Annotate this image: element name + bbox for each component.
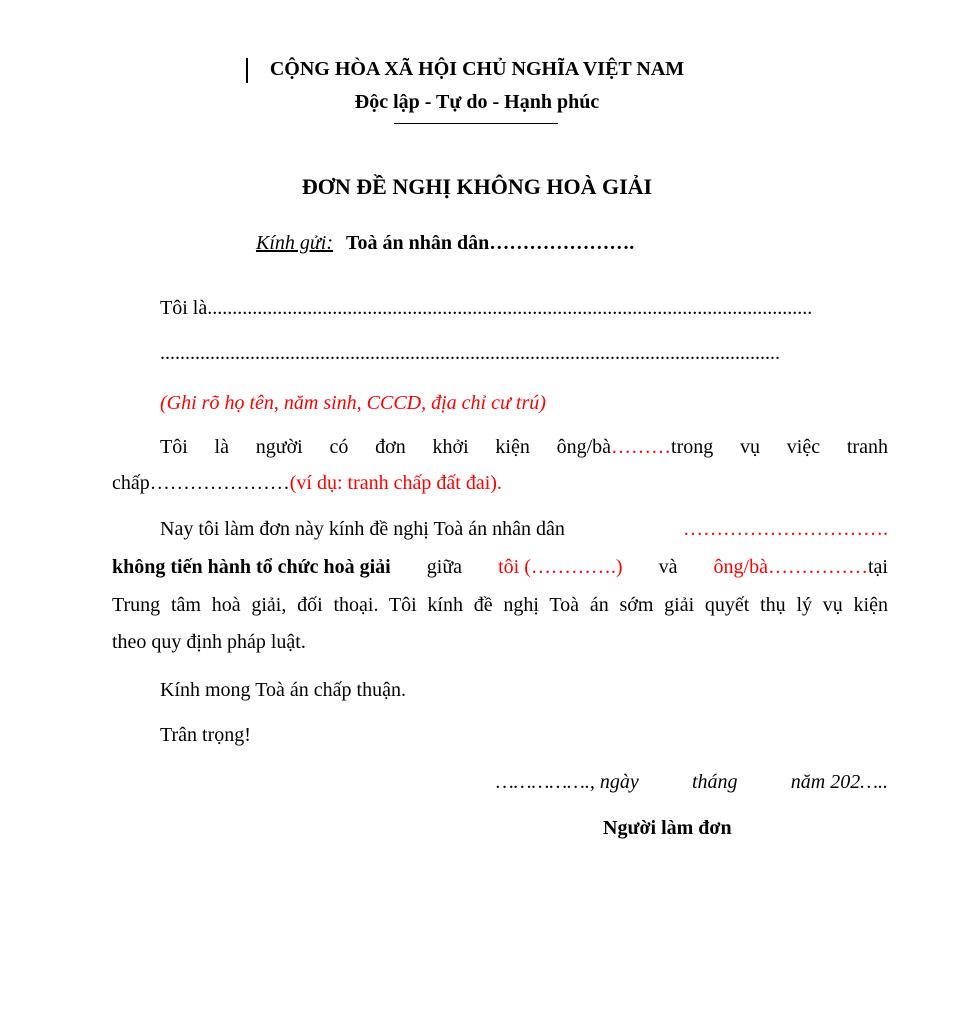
para2-bold-phrase: không tiến hành tổ chức hoà giải xyxy=(112,556,391,578)
date-year: năm 202….. xyxy=(790,771,888,793)
para2-line1 xyxy=(160,518,888,541)
para2-line1-text: Nay tôi làm đơn này kính đề nghị Toà án nhân dân xyxy=(160,518,565,540)
para2-line3: Trung tâm hoà giải, đối thoại. Tôi kính đề nghị Toà án sớm giải quyết thụ lý vụ kiện xyxy=(112,594,888,616)
applicant-dots-2: ............................................................................................................................ xyxy=(160,342,780,364)
date-place: ……………., ngày xyxy=(496,771,639,793)
country-heading: CỘNG HÒA XÃ HỘI CHỦ NGHĨA VIỆT NAM xyxy=(269,58,685,80)
para2-text: tại xyxy=(867,556,888,578)
para2-line1-dots: …………………………. xyxy=(683,518,888,540)
date-line xyxy=(496,771,888,794)
date-month: tháng xyxy=(692,771,738,793)
para1-word: khởi xyxy=(432,436,469,458)
applicant-note: (Ghi rõ họ tên, năm sinh, CCCD, địa chỉ cư trú) xyxy=(160,392,546,414)
para1-word: việc xyxy=(786,436,821,458)
document-title: ĐƠN ĐỀ NGHỊ KHÔNG HOÀ GIẢI xyxy=(301,174,653,199)
para1-word: tranh xyxy=(846,436,888,458)
para1-line2-example: (ví dụ: tranh chấp đất đai). xyxy=(289,472,502,494)
para2-red-toi: tôi (………….) xyxy=(498,556,623,578)
para1-word: vụ xyxy=(740,436,761,458)
applicant-dots-1: ......................................................................................................................... xyxy=(207,297,813,319)
para1-word: kiện xyxy=(495,436,530,458)
para1-word-with-dots xyxy=(557,436,714,459)
para2-ongba-group xyxy=(714,556,888,579)
motto-heading: Độc lập - Tự do - Hạnh phúc xyxy=(354,91,600,113)
para1-word: trong xyxy=(671,436,714,458)
para2-line2 xyxy=(112,556,888,579)
closing-request: Kính mong Toà án chấp thuận. xyxy=(160,679,406,701)
para2-line4: theo quy định pháp luật. xyxy=(112,631,306,653)
para1-line1 xyxy=(160,436,888,459)
para1-word: có xyxy=(329,436,349,458)
applicant-line-1 xyxy=(160,297,840,320)
para1-word: Tôi xyxy=(160,436,188,458)
para2-text: và xyxy=(658,556,678,578)
para2-text: giữa xyxy=(426,556,463,578)
applicant-intro: Tôi là xyxy=(160,297,208,319)
para1-word: ông/bà xyxy=(556,436,612,458)
closing-regards: Trân trọng! xyxy=(160,724,251,746)
recipient-label: Kính gửi: xyxy=(256,232,334,254)
para1-word: đơn xyxy=(375,436,406,458)
heading-divider xyxy=(394,123,558,124)
para1-line2-text: chấp………………… xyxy=(112,472,290,494)
para1-word: là xyxy=(214,436,229,458)
recipient-value: Toà án nhân dân…………………. xyxy=(346,232,635,254)
recipient-line xyxy=(256,232,634,255)
para1-word: người xyxy=(255,436,303,458)
signature-label: Người làm đơn xyxy=(603,817,732,839)
para2-red-ongba: ông/bà…………… xyxy=(713,556,868,578)
para1-dots: ……… xyxy=(611,436,672,458)
para1-line2 xyxy=(112,472,502,495)
